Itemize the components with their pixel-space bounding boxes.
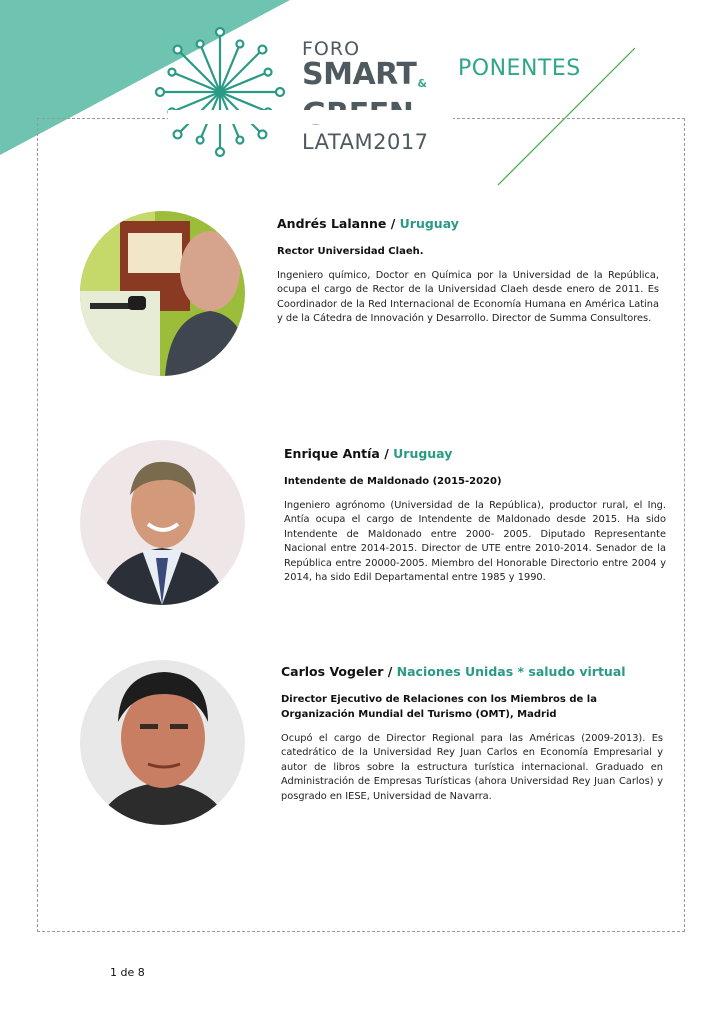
speaker-country: Naciones Unidas * saludo virtual [396,664,626,679]
speaker-country: Uruguay [399,216,459,231]
speaker-bio [284,446,666,585]
speaker-name: Enrique Antía / Uruguay [284,446,453,461]
logo-line-latam: LATAM2017 [302,130,429,154]
speaker-description: Ocupó el cargo de Director Regional para las Américas (2009-2013). Es catedrático de la Universidad Rey Juan Carlos en Economía Empresarial y autor de libros sobre la estructura turística internacional. Graduado en Administración de Empresas Turísticas (ahora Universidad Rey Juan Carlos) y posgrado en IESE, Universidad de Navarra. [281,733,663,802]
speaker-photo [80,660,245,825]
speaker-name: Andrés Lalanne / Uruguay [277,216,459,231]
logo-ampersand: & [417,77,427,90]
speaker-description: Ingeniero agrónomo (Universidad de la República), productor rural, el Ing. Antía ocupa el cargo de Intendente de Maldonado desde 2015. Ha sido Intendente de Maldonado entre 2000- 2005. Diputado Representante Nacional entre 2014-2015. Director de UTE entre 2010-2014. Senador de la República entre 20000-2005. Miembro del Honorable Directorio entre 2004 y 2014, ha sido Edil Departamental entre 1985 y 1990. [284,500,666,584]
speaker-photo [80,440,245,605]
section-title: PONENTES [458,56,581,81]
speaker-role: Intendente de Maldonado (2015-2020) [284,476,502,487]
speaker-photo [80,211,245,376]
logo-smart-text: SMART [302,57,417,92]
logo-line-foro: FORO [302,38,361,60]
speaker-photo-portrait-icon [80,660,245,825]
speaker-bio [277,216,659,327]
speaker-country: Uruguay [393,446,453,461]
page-number: 1 de 8 [110,966,145,979]
logo-line-smart [302,59,429,100]
speaker-role: Rector Universidad Claeh. [277,246,424,257]
speaker-photo-podium-icon [80,211,245,376]
speaker-bio [281,664,663,804]
speaker-description: Ingeniero químico, Doctor en Química por la Universidad de la República, ocupa el cargo de Rector de la Universidad Claeh desde enero de 2011. Es Coordinador de la Red Internacional de Economía Humana en América Latina y de la Cátedra de Innovación y Desarrollo. Director de Summa Consultores. [277,270,659,325]
speaker-role: Director Ejecutivo de Relaciones con los Miembros de la Organización Mundial del Turismo (OMT), Madrid [281,694,597,720]
speaker-name: Carlos Vogeler / Naciones Unidas * saludo virtual [281,664,626,679]
speaker-photo-portrait-icon [80,440,245,605]
